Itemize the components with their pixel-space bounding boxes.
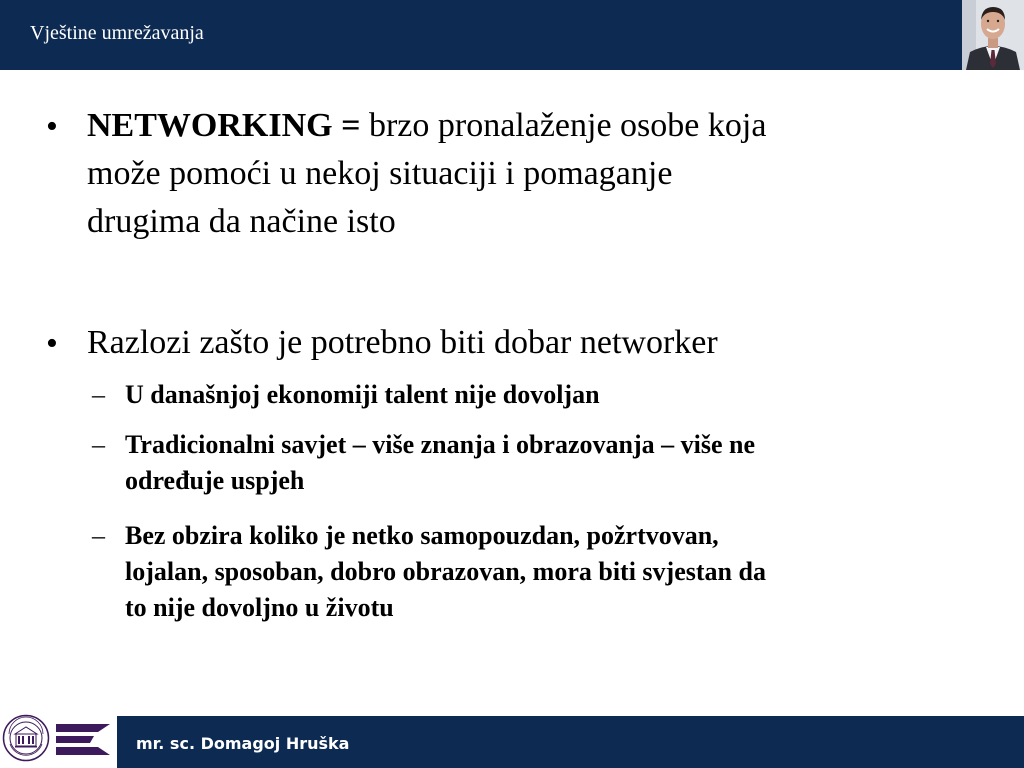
bullet-marker: • (46, 108, 58, 145)
sub-bullet-line: Bez obzira koliko je netko samopouzdan, požrtvovan, (125, 521, 719, 550)
sub-bullet-marker: – (92, 380, 105, 409)
slide-header-title: Vještine umrežavanja (30, 22, 204, 44)
university-seal-icon (2, 714, 50, 762)
networking-definition-line-3: drugima da načine isto (87, 203, 396, 240)
sub-bullet-line: određuje uspjeh (125, 466, 305, 495)
networking-definition-line-1: brzo pronalaženje osobe koja (368, 107, 767, 144)
bullet-networking-definition (87, 102, 977, 246)
sub-bullet-traditional-advice (125, 427, 975, 499)
bullet-reasons-heading: Razlozi zašto je potrebno biti dobar networker (87, 324, 718, 361)
sub-bullet-line: Tradicionalni savjet – više znanja i obrazovanja – više ne (125, 430, 756, 459)
sub-bullet-regardless (125, 518, 975, 626)
sub-bullet-marker: – (92, 430, 105, 459)
bullet-line (87, 102, 977, 150)
sub-bullet-talent (125, 377, 975, 413)
networking-definition-line-2: može pomoći u nekoj situaciji i pomaganje (87, 155, 673, 192)
sub-bullet-line: lojalan, sposoban, dobro obrazovan, mora biti svjestan da (125, 557, 766, 586)
sub-bullet-line: U današnjoj ekonomiji talent nije dovoljan (125, 380, 600, 409)
faculty-logo-icon (54, 720, 112, 760)
sub-bullet-line: to nije dovoljno u životu (125, 593, 394, 622)
footer-author: mr. sc. Domagoj Hruška (136, 734, 350, 753)
bullet-marker: • (46, 325, 58, 362)
networking-term: NETWORKING = (87, 107, 369, 144)
sub-bullet-marker: – (92, 521, 105, 550)
